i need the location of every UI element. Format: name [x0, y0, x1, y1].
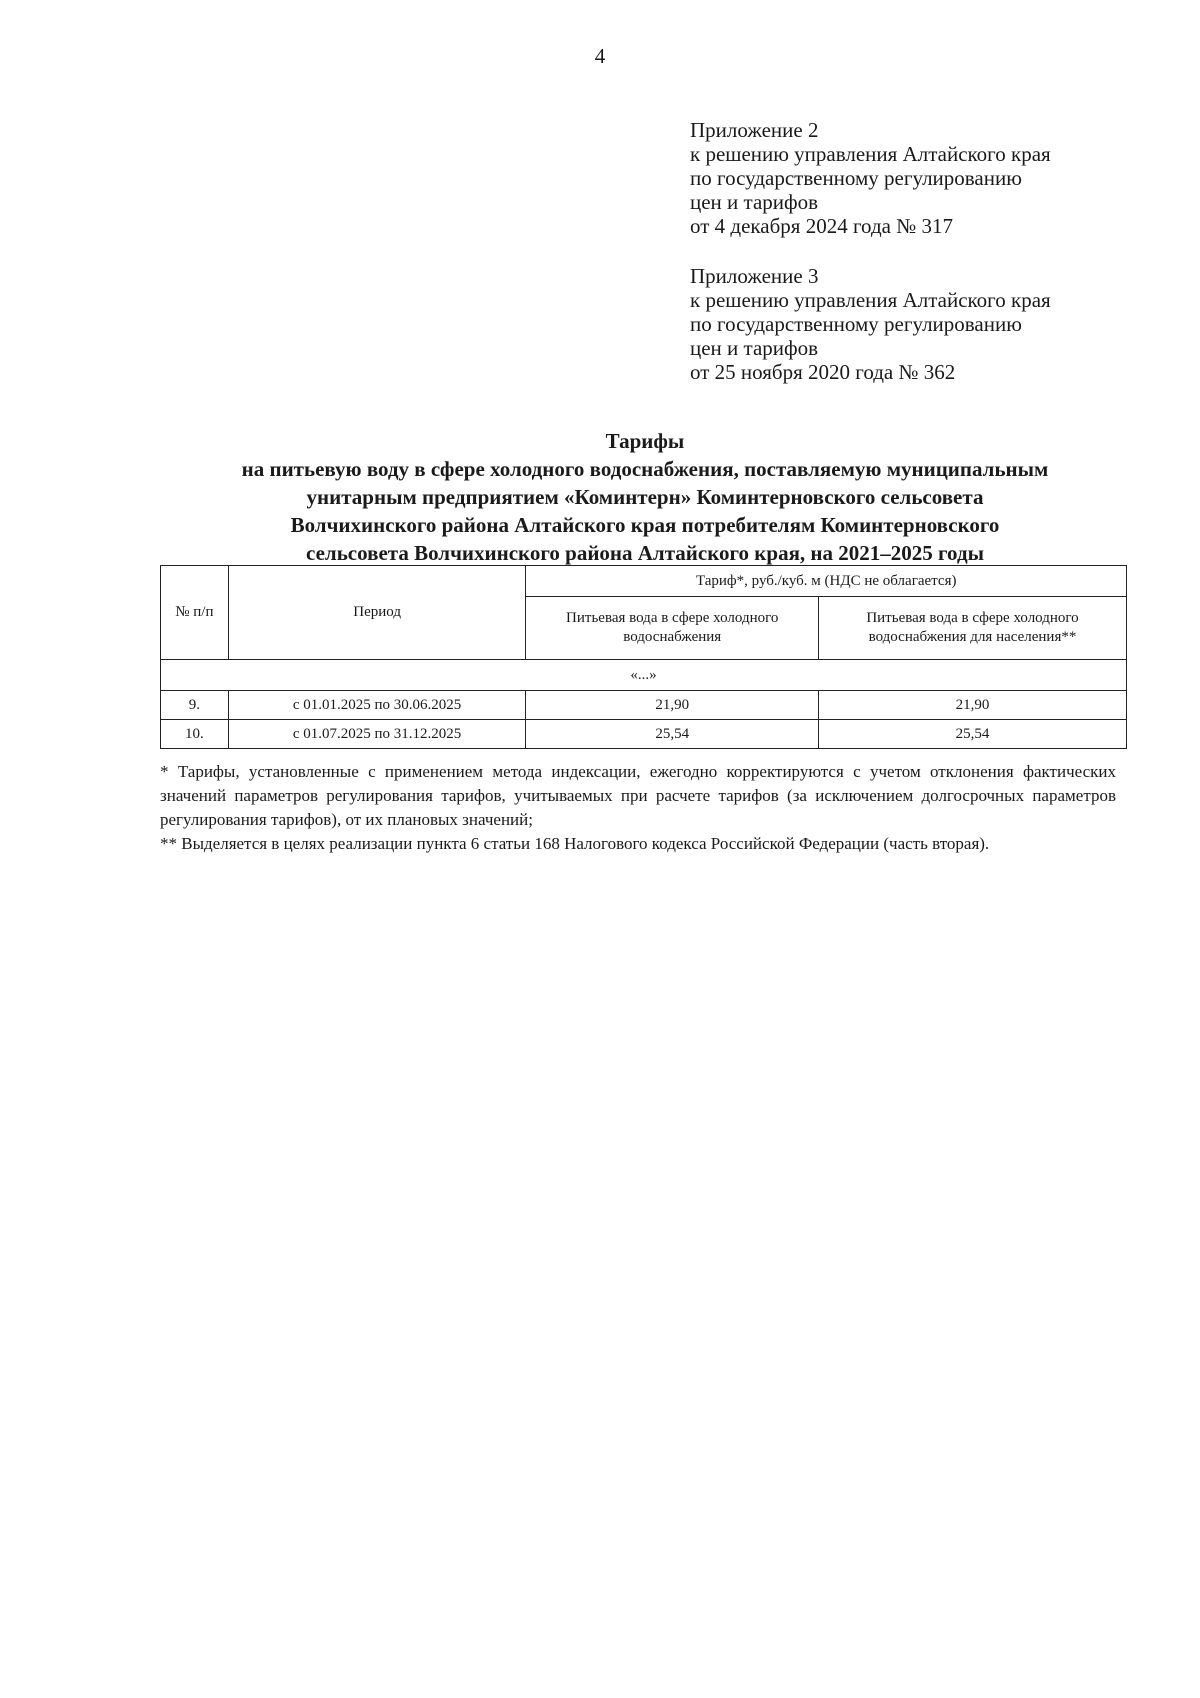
row-period: с 01.01.2025 по 30.06.2025	[228, 691, 526, 720]
header-num: № п/п	[161, 566, 229, 660]
appendix-2-header	[690, 118, 1051, 238]
title-line: унитарным предприятием «Коминтерн» Коминтерновского сельсовета	[306, 485, 984, 509]
header-period: Период	[228, 566, 526, 660]
header-col-b: Питьевая вода в сфере холодного водоснабжения для населения**	[819, 597, 1127, 660]
appendix-2-line: цен и тарифов	[690, 190, 819, 214]
footnotes	[160, 760, 1116, 856]
footnote-1: * Тарифы, установленные с применением метода индексации, ежегодно корректируются с учетом отклонения фактических значений параметров регулирования тарифов, учитываемых при расчете тарифов (за исключением долгосрочных параметров регулирования тарифов), от их плановых значений;	[160, 762, 1116, 829]
ellipsis-row: «...»	[161, 660, 1127, 691]
appendix-2-line: Приложение 2	[690, 118, 819, 142]
document-title	[160, 427, 1130, 567]
appendix-2-line: к решению управления Алтайского края	[690, 142, 1051, 166]
title-line: Тарифы	[605, 429, 685, 453]
appendix-3-line: цен и тарифов	[690, 336, 819, 360]
appendix-3-line: к решению управления Алтайского края	[690, 288, 1051, 312]
table-row	[161, 720, 1127, 749]
footnote-2: ** Выделяется в целях реализации пункта 6 статьи 168 Налогового кодекса Российской Федерации (часть вторая).	[160, 834, 990, 853]
appendix-3-header	[690, 264, 1051, 384]
table-row	[161, 691, 1127, 720]
row-value-b: 21,90	[819, 691, 1127, 720]
row-value-a: 21,90	[526, 691, 819, 720]
appendix-2-line: от 4 декабря 2024 года № 317	[690, 214, 953, 238]
row-num: 10.	[161, 720, 229, 749]
appendix-3-line: от 25 ноября 2020 года № 362	[690, 360, 956, 384]
appendix-3-line: по государственному регулированию	[690, 312, 1022, 336]
row-period: с 01.07.2025 по 31.12.2025	[228, 720, 526, 749]
title-line: сельсовета Волчихинского района Алтайского края, на 2021–2025 годы	[306, 541, 984, 565]
row-value-a: 25,54	[526, 720, 819, 749]
title-line: Волчихинского района Алтайского края потребителям Коминтерновского	[290, 513, 1000, 537]
tariff-table	[160, 565, 1127, 749]
header-col-a: Питьевая вода в сфере холодного водоснабжения	[526, 597, 819, 660]
header-tariff: Тариф*, руб./куб. м (НДС не облагается)	[526, 566, 1127, 597]
title-line: на питьевую воду в сфере холодного водоснабжения, поставляемую муниципальным	[241, 457, 1049, 481]
appendix-2-line: по государственному регулированию	[690, 166, 1022, 190]
page-number: 4	[594, 44, 606, 68]
row-value-b: 25,54	[819, 720, 1127, 749]
row-num: 9.	[161, 691, 229, 720]
appendix-3-line: Приложение 3	[690, 264, 819, 288]
